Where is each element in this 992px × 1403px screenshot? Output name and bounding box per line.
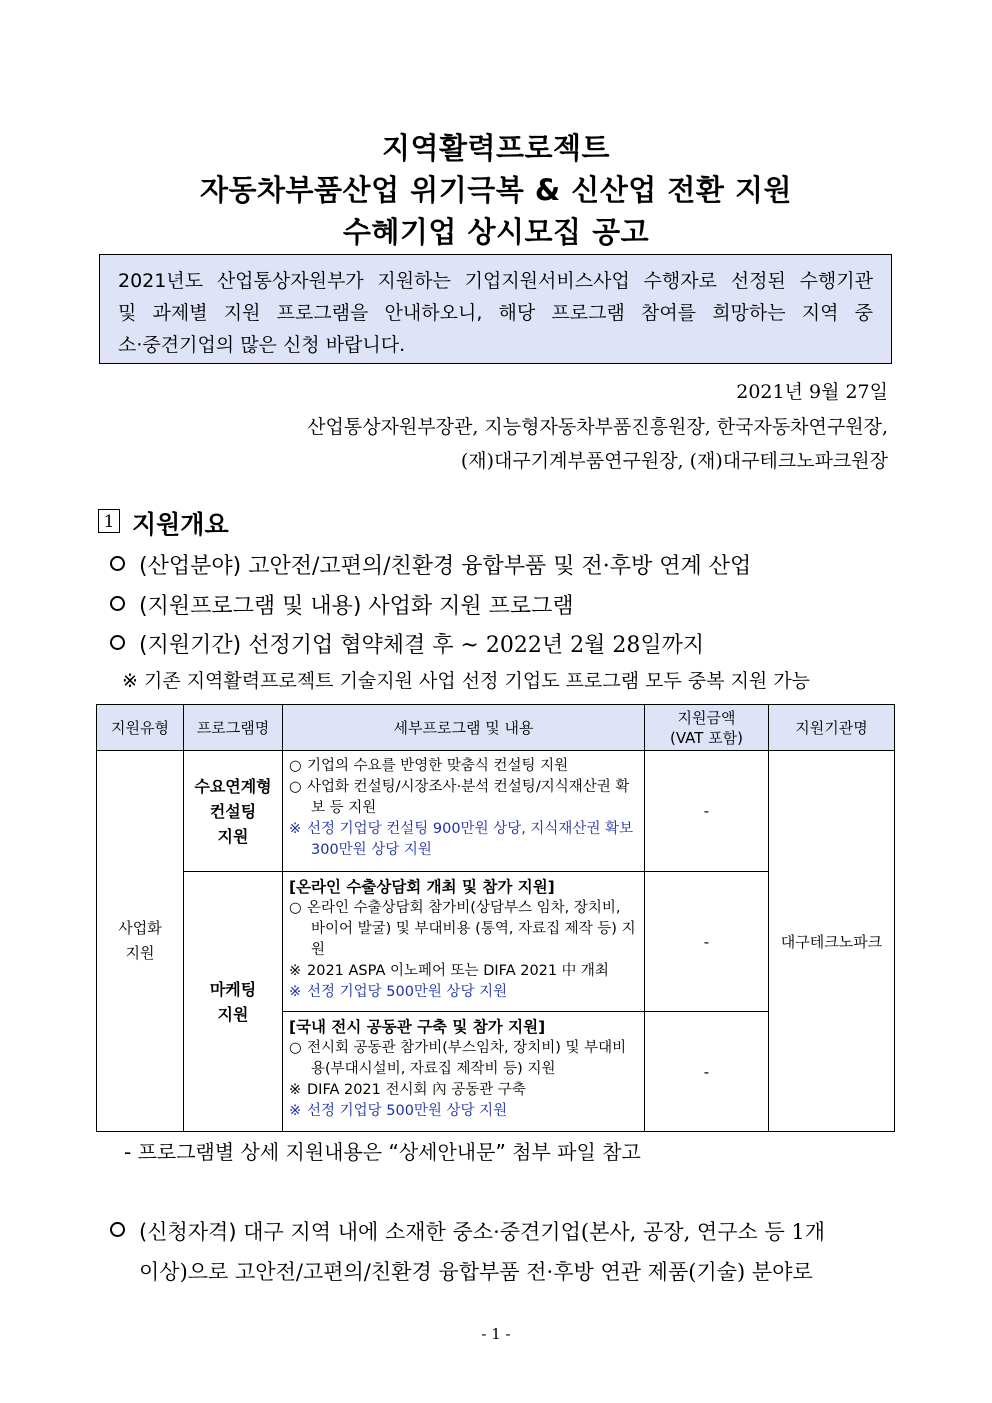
eligibility-paragraph <box>110 1212 900 1292</box>
header-amount-line-2: (VAT 포함) <box>669 728 743 747</box>
circle-icon: ○ <box>289 900 302 916</box>
announcement-date: 2021년 9월 27일 <box>736 381 888 403</box>
table-row <box>97 751 895 872</box>
intro-box <box>99 254 892 364</box>
header-amount <box>645 705 769 751</box>
circle-icon: ○ <box>289 1040 302 1056</box>
list-item: ○ 기업의 수요를 반영한 맞춤식 컨설팅 지원 <box>289 756 638 777</box>
bullet-period <box>110 628 704 659</box>
program-consulting-line-2: 컨설팅 <box>209 801 257 821</box>
issuers-line-1: 산업통상자원부장관, 지능형자동차부품진흥원장, 한국자동차연구원장, <box>307 416 888 438</box>
circle-bullet-icon <box>110 1222 125 1237</box>
detail-online-export <box>283 872 645 1012</box>
intro-line-2: 및 과제별 지원 프로그램을 안내하오니, 해당 프로그램 참여를 희망하는 지역 중 <box>118 302 873 324</box>
program-marketing-line-2: 지원 <box>217 1004 249 1024</box>
bullet-value: 사업화 지원 프로그램 <box>368 594 574 619</box>
header-program-name: 프로그램명 <box>184 705 283 751</box>
intro-line-1: 2021년도 산업통상자원부가 지원하는 기업지원서비스사업 수행자로 선정된 수행기관 <box>118 270 873 292</box>
bullet-label: (지원기간) <box>139 633 242 658</box>
eligibility-line-2: 이상)으로 고안전/고편의/친환경 융합부품 전·후방 연관 제품(기술) 분야로 <box>139 1260 813 1284</box>
bullet-value: 선정기업 협약체결 후 ~ 2022년 2월 28일까지 <box>248 633 705 658</box>
support-type-cell <box>97 751 184 1132</box>
reference-mark-icon: ※ <box>289 963 302 979</box>
circle-icon: ○ <box>289 779 302 795</box>
program-consulting <box>184 751 283 872</box>
page-number: - 1 - <box>481 1325 511 1343</box>
table-header-row <box>97 705 895 751</box>
duplicate-support-note: ※ 기존 지역활력프로젝트 기술지원 사업 선정 기업도 프로그램 모두 중복 지원 가능 <box>122 670 811 692</box>
support-amount-note: ※ 선정 기업당 500만원 상당 지원 <box>289 1101 638 1122</box>
bullet-program <box>110 589 574 620</box>
list-item: ○ 사업화 컨설팅/시장조사·분석 컨설팅/지식재산권 확보 등 지원 <box>289 779 630 816</box>
detail-domestic-exhibition <box>283 1012 645 1132</box>
support-program-table <box>96 704 895 1132</box>
program-marketing-line-1: 마케팅 <box>209 979 257 999</box>
bullet-label: (산업분야) <box>139 554 242 579</box>
support-type-line-2: 지원 <box>125 944 155 962</box>
title-line-2: 자동차부품산업 위기극복 & 신산업 전환 지원 <box>199 173 793 207</box>
list-item: ○ 온라인 수출상담회 참가비(상담부스 임차, 장치비, 바이어 발굴) 및 부대비용 (통역, 자료집 제작 등) 지원 <box>289 900 636 958</box>
bullet-industry <box>110 549 751 580</box>
header-amount-line-1: 지원금액 <box>677 708 736 727</box>
agency-cell: 대구테크노파크 <box>769 751 895 1132</box>
bullet-value: 고안전/고편의/친환경 융합부품 및 전·후방 연계 산업 <box>248 554 752 579</box>
amount-cell: - <box>645 1012 769 1132</box>
section-number: 1 <box>98 509 120 533</box>
eligibility-text-1: 대구 지역 내에 소재한 중소·중견기업(본사, 공장, 연구소 등 1개 <box>243 1220 826 1244</box>
amount-cell: - <box>645 872 769 1012</box>
reference-mark-icon: ※ <box>289 1082 302 1098</box>
support-type-line-1: 사업화 <box>118 919 162 937</box>
reference-mark-icon: ※ <box>289 984 302 1000</box>
circle-icon: ○ <box>289 758 302 774</box>
support-amount-note: ※ 선정 기업당 500만원 상당 지원 <box>289 982 638 1003</box>
circle-bullet-icon <box>110 596 125 611</box>
detail-consulting <box>283 751 645 872</box>
intro-line-3: 소·중견기업의 많은 신청 바랍니다. <box>118 334 406 356</box>
eligibility-line-1 <box>110 1212 900 1252</box>
detail-head: [온라인 수출상담회 개최 및 참가 지원] <box>289 878 555 896</box>
program-consulting-line-1: 수요연계형 <box>194 776 272 796</box>
title-line-1: 지역활력프로젝트 <box>381 131 611 165</box>
circle-bullet-icon <box>110 635 125 650</box>
reference-mark-icon: ※ <box>289 821 302 837</box>
issuers-line-2: (재)대구기계부품연구원장, (재)대구테크노파크원장 <box>460 450 888 472</box>
header-detail: 세부프로그램 및 내용 <box>283 705 645 751</box>
program-marketing <box>184 872 283 1132</box>
eligibility-label: (신청자격) <box>139 1220 237 1244</box>
support-amount-note: ※ 선정 기업당 컨설팅 900만원 상당, 지식재산권 확보 300만원 상당 지원 <box>289 821 634 858</box>
reference-mark-icon: ※ <box>289 1103 302 1119</box>
title-line-3: 수혜기업 상시모집 공고 <box>342 215 650 249</box>
bullet-label: (지원프로그램 및 내용) <box>139 594 362 619</box>
amount-cell: - <box>645 751 769 872</box>
detail-head: [국내 전시 공동관 구축 및 참가 지원] <box>289 1018 546 1036</box>
circle-bullet-icon <box>110 556 125 571</box>
program-consulting-line-3: 지원 <box>217 826 249 846</box>
header-support-type: 지원유형 <box>97 705 184 751</box>
detail-guide-note: - 프로그램별 상세 지원내용은 “상세안내문” 첨부 파일 참고 <box>124 1140 641 1164</box>
list-item: ○ 전시회 공동관 참가비(부스임차, 장치비) 및 부대비용(부대시설비, 자료집 제작비 등) 지원 <box>289 1040 627 1077</box>
list-item: ※ 2021 ASPA 이노페어 또는 DIFA 2021 中 개최 <box>289 961 638 982</box>
header-agency: 지원기관명 <box>769 705 895 751</box>
section-title: 지원개요 <box>132 510 229 539</box>
list-item: ※ DIFA 2021 전시회 內 공동관 구축 <box>289 1080 638 1101</box>
